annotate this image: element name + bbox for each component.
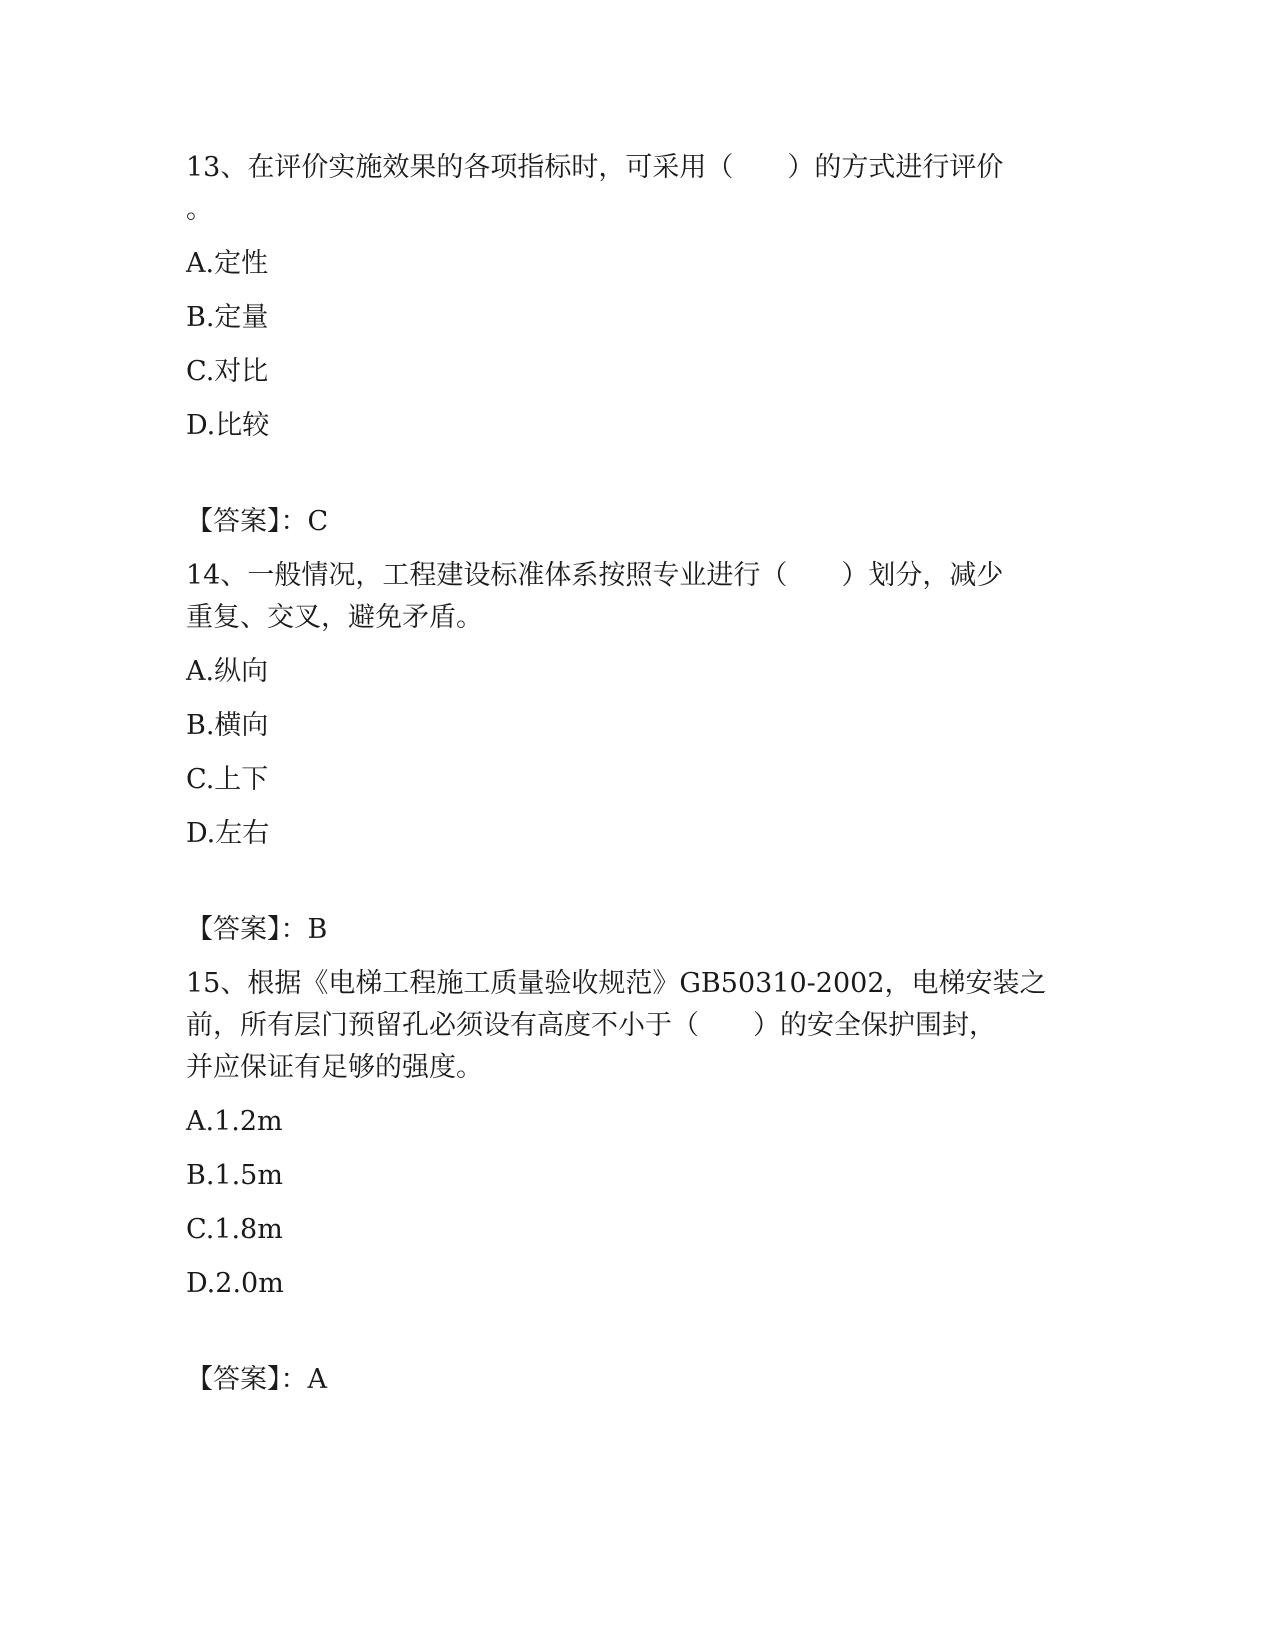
question-15-answer: 【答案】：A xyxy=(186,1364,327,1395)
question-15-option-d: D.2.0m xyxy=(186,1268,284,1299)
question-14-option-a: A.纵向 xyxy=(186,656,269,687)
question-13-option-a: A.定性 xyxy=(186,248,269,279)
question-13-option-c: C.对比 xyxy=(186,356,269,387)
question-15-stem-line-1: 15、根据《电梯工程施工质量验收规范》GB50310-2002，电梯安装之 xyxy=(186,968,1047,999)
question-15-option-a: A.1.2m xyxy=(186,1106,283,1137)
question-14-stem-line-1: 14、一般情况，工程建设标准体系按照专业进行（ ）划分，减少 xyxy=(186,560,1004,591)
question-13-stem-line-2: 。 xyxy=(186,194,213,225)
question-14-option-b: B.横向 xyxy=(186,710,269,741)
question-14-option-d: D.左右 xyxy=(186,818,270,849)
question-13-stem-line-1: 13、在评价实施效果的各项指标时，可采用（ ）的方式进行评价 xyxy=(186,152,1004,183)
question-15-option-b: B.1.5m xyxy=(186,1160,283,1191)
question-14-stem-line-2: 重复、交叉，避免矛盾。 xyxy=(186,602,483,633)
question-14-answer: 【答案】：B xyxy=(186,914,328,945)
question-15-stem-line-3: 并应保证有足够的强度。 xyxy=(186,1052,483,1083)
question-14-option-c: C.上下 xyxy=(186,764,269,795)
question-13-option-d: D.比较 xyxy=(186,410,270,441)
question-15-stem-line-2: 前，所有层门预留孔必须设有高度不小于（ ）的安全保护围封， xyxy=(186,1010,996,1041)
question-13-answer: 【答案】：C xyxy=(186,506,329,537)
question-13-option-b: B.定量 xyxy=(186,302,269,333)
question-15-option-c: C.1.8m xyxy=(186,1214,283,1245)
